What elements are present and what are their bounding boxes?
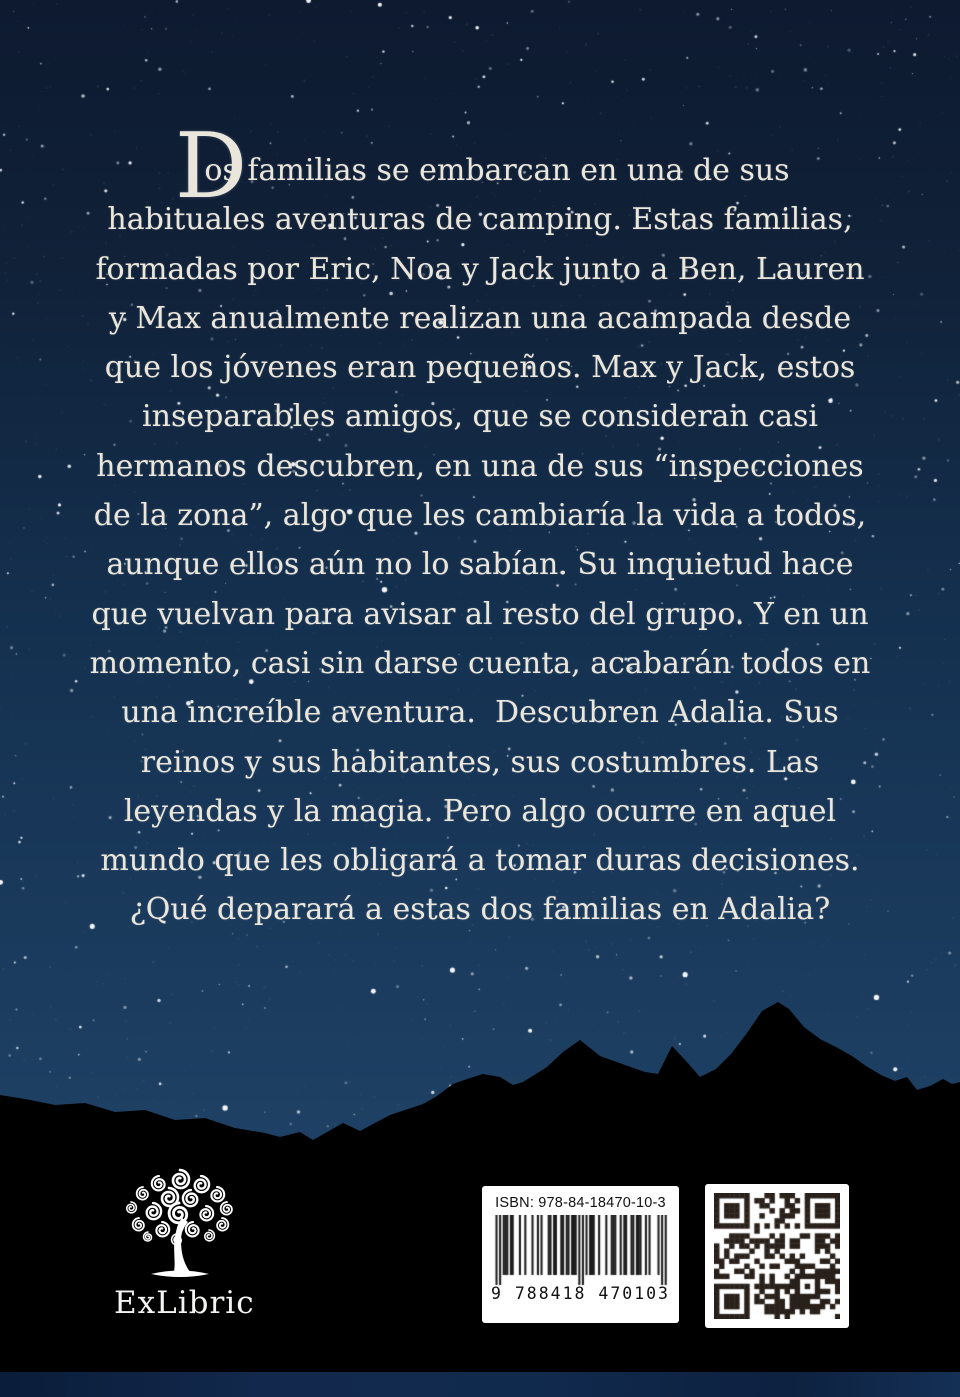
bottom-spine-strip bbox=[0, 1372, 960, 1397]
synopsis-line: momento, casi sin darse cuenta, acabarán todos en bbox=[89, 645, 871, 681]
synopsis-line: una increíble aventura. Descubren Adalia. Sus bbox=[121, 695, 839, 731]
qr-code-panel bbox=[705, 1184, 849, 1328]
synopsis-dropcap: D bbox=[175, 114, 248, 219]
synopsis-line: os familias se embarcan en una de sus bbox=[204, 153, 790, 188]
synopsis-line: y Max anualmente realizan una acampada desde bbox=[108, 300, 852, 336]
synopsis-line: que vuelvan para avisar al resto del grupo. Y en un bbox=[91, 596, 869, 632]
synopsis-line: mundo que les obligará a tomar duras decisiones. bbox=[100, 843, 860, 879]
isbn-label: ISBN: 978-84-18470-10-3 bbox=[495, 1195, 666, 1211]
isbn-barcode-panel bbox=[482, 1186, 679, 1323]
qr-code-icon bbox=[714, 1193, 840, 1319]
barcode-digits: 9 788418 470103 bbox=[490, 1284, 670, 1303]
synopsis-line: reinos y sus habitantes, sus costumbres. Las bbox=[140, 744, 820, 780]
publisher-name: ExLibric bbox=[114, 1285, 255, 1321]
synopsis-line: aunque ellos aún no lo sabían. Su inquietud hace bbox=[106, 547, 854, 583]
publisher-logo bbox=[114, 1168, 255, 1321]
tree-base bbox=[151, 1271, 209, 1278]
swirl-tree-icon bbox=[117, 1168, 243, 1282]
synopsis bbox=[0, 114, 960, 935]
synopsis-line: que los jóvenes eran pequeños. Max y Jack, estos bbox=[104, 350, 856, 386]
synopsis-line: ¿Qué deparará a estas dos familias en Adalia? bbox=[129, 892, 831, 928]
synopsis-line: habituales aventuras de camping. Estas familias, bbox=[107, 202, 853, 238]
synopsis-line: hermanos descubren, en una de sus “inspecciones bbox=[96, 448, 864, 484]
synopsis-line: leyendas y la magia. Pero algo ocurre en aquel bbox=[123, 793, 837, 829]
synopsis-line: inseparables amigos, que se consideran casi bbox=[142, 399, 818, 435]
synopsis-line: de la zona”, algo que les cambiaría la vida a todos, bbox=[93, 498, 867, 534]
synopsis-line: formadas por Eric, Noa y Jack junto a Ben, Lauren bbox=[95, 251, 865, 287]
ean13-barcode-icon bbox=[491, 1215, 671, 1287]
